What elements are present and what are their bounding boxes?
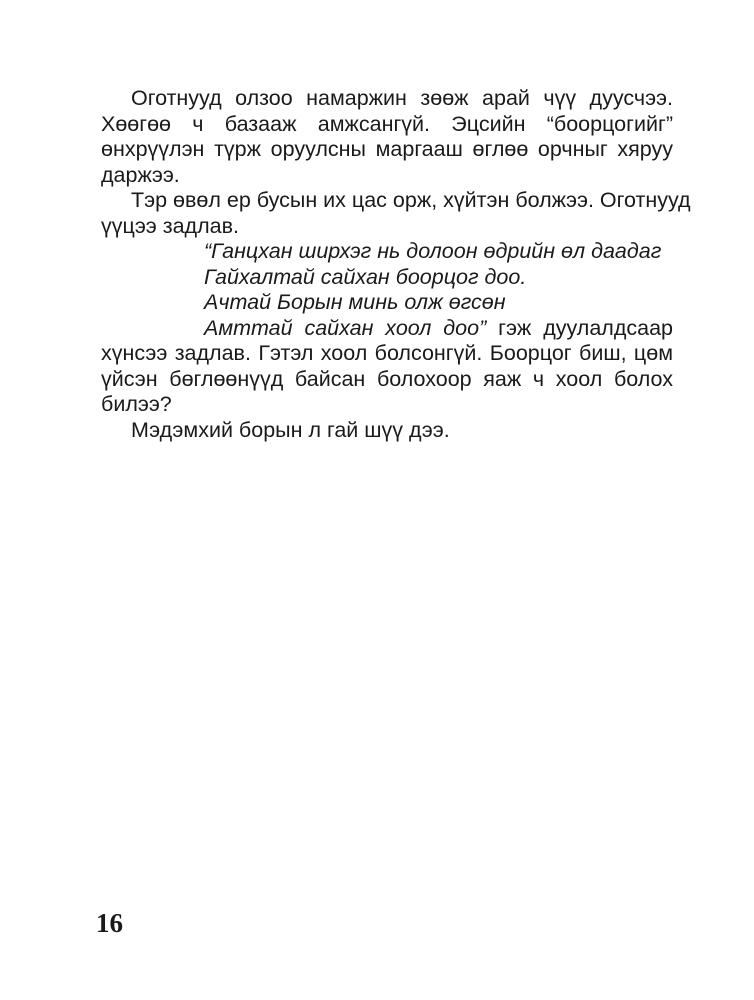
text-line: билээ?	[101, 392, 172, 416]
poem-last-line	[101, 316, 673, 342]
poem-line: Амттай сайхан хоол доо”	[204, 315, 487, 340]
poem-line: “Ганцхан ширхэг нь долоон өдрийн өл даадаг	[204, 239, 662, 263]
text-line: өнхрүүлэн түрж оруулсны маргааш өглөө орчныг хяруу	[101, 137, 673, 161]
poem-line: Ачтай Борын минь олж өгсөн	[204, 290, 506, 314]
text-line: хүнсээ задлав. Гэтэл хоол болсонгүй. Боорцог биш, цөм	[101, 341, 673, 365]
body-text	[101, 86, 691, 443]
text-line: Хөөгөө ч базааж амжсангүй. Эцсийн “боорцогийг”	[101, 111, 673, 136]
page-number: 16	[96, 908, 123, 938]
text-line: үүцээ задлав.	[101, 213, 239, 238]
text-line: Оготнууд олзоо намаржин зөөж арай чүү дуусчээ.	[131, 86, 673, 110]
poem-line: Гайхалтай сайхан боорцог доо.	[204, 264, 527, 289]
poem-tail: гэж дуулалдсаар	[486, 315, 673, 340]
text-line: Мэдэмхий борын л гай шүү дээ.	[131, 417, 450, 442]
text-line: үйсэн бөглөөнүүд байсан болохоор яаж ч хоол болох	[101, 366, 673, 391]
text-line: даржээ.	[101, 162, 180, 187]
text-line: Тэр өвөл ер бусын их цас орж, хүйтэн болжээ. Оготнууд	[131, 188, 691, 212]
